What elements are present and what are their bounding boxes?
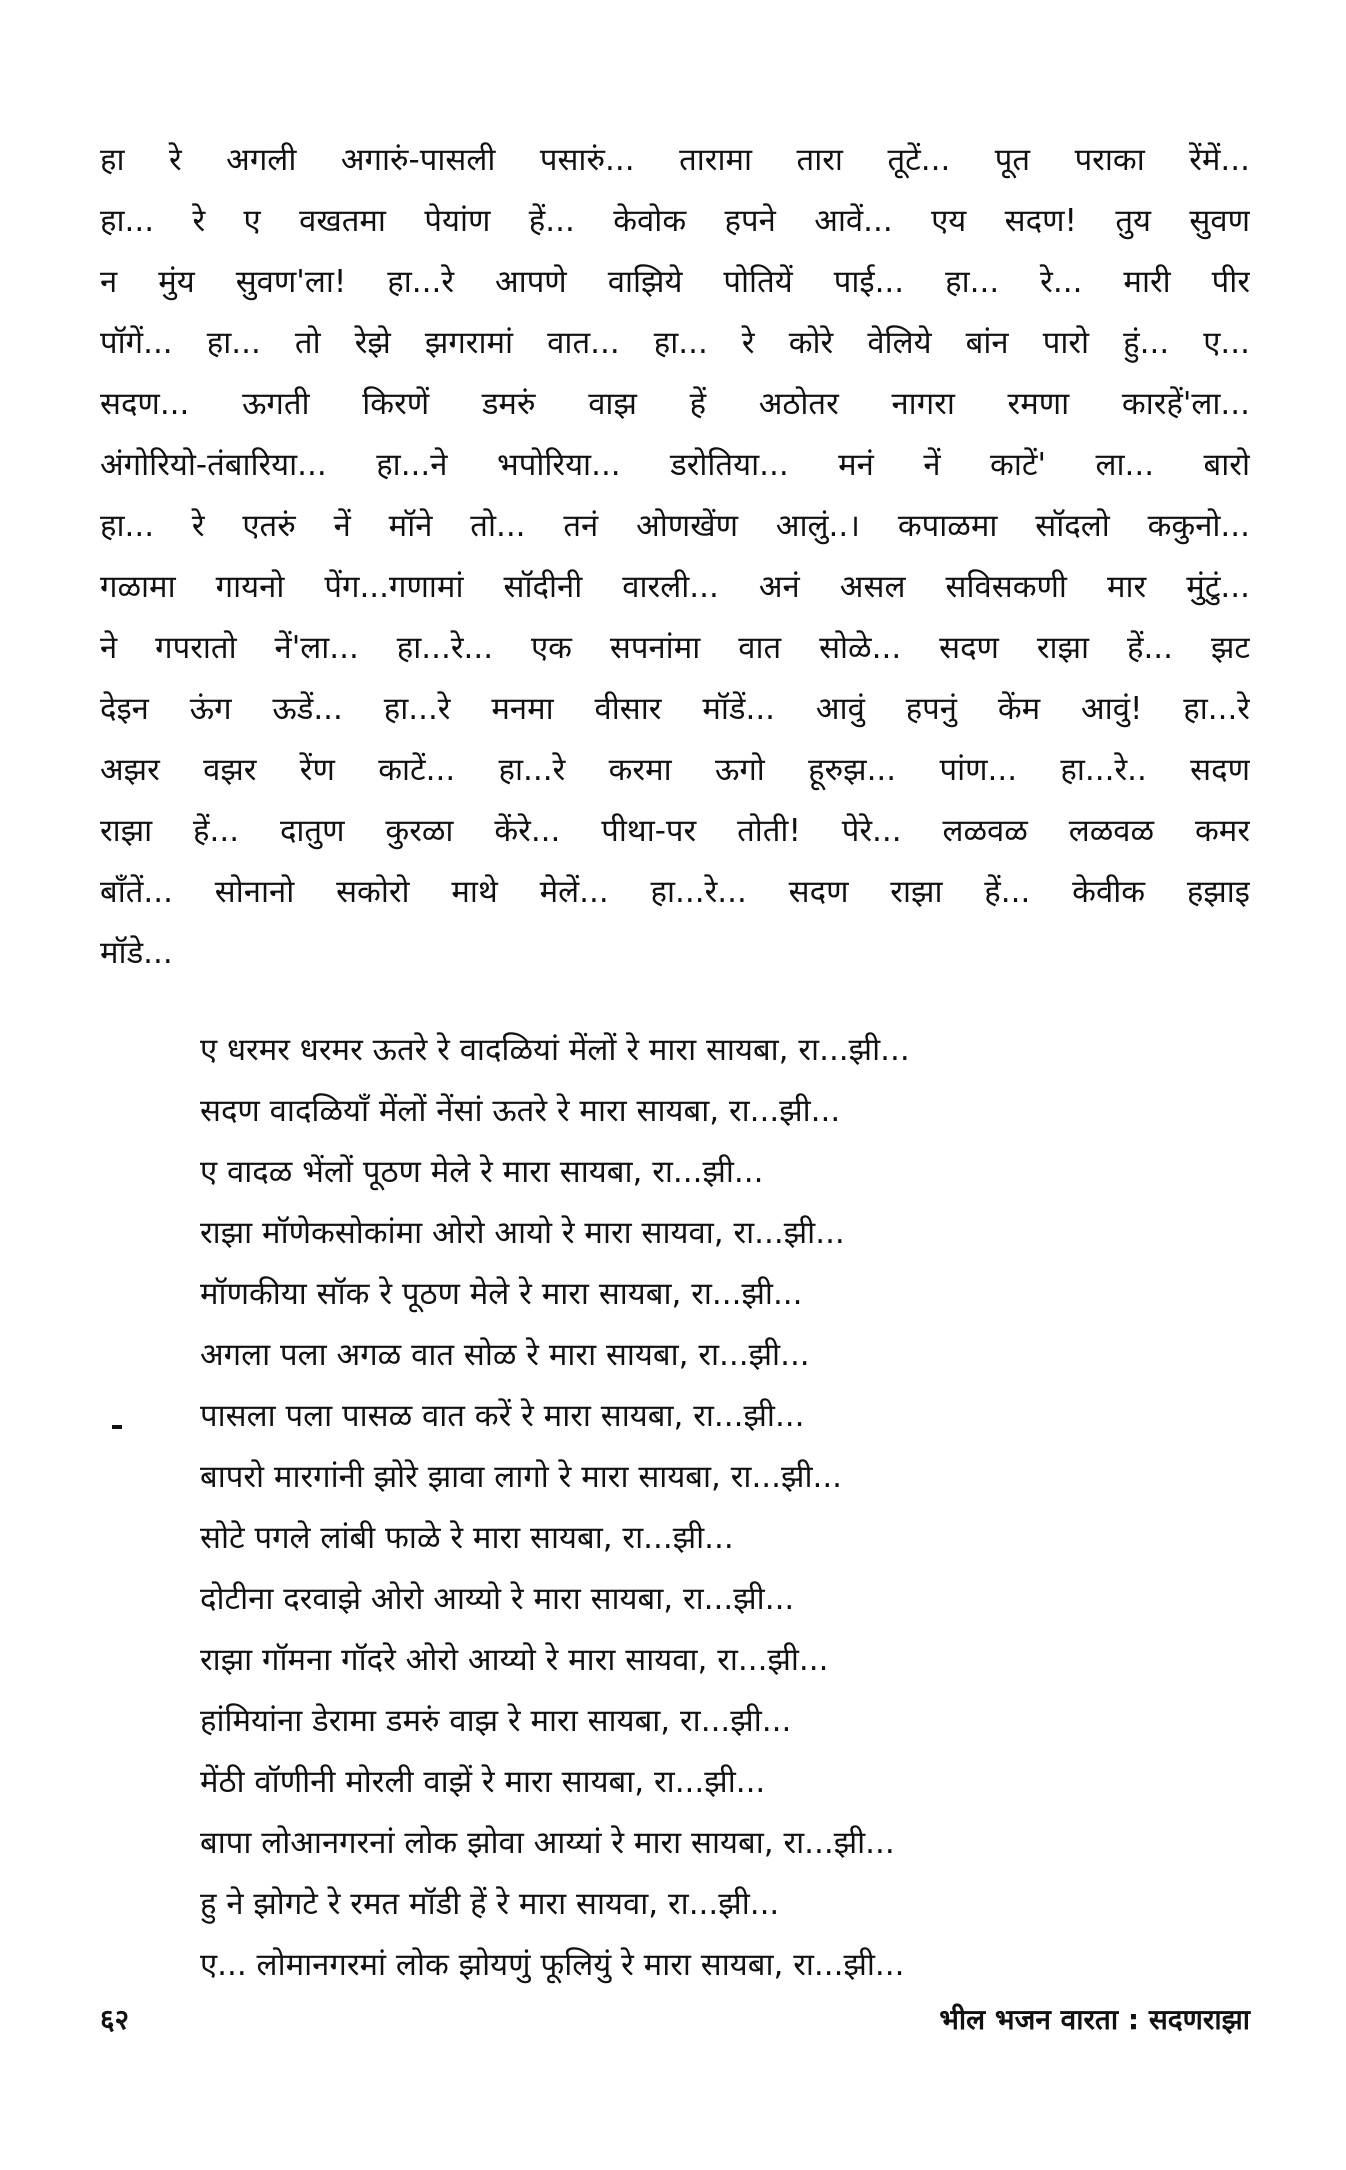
song-verse — [200, 1020, 1260, 1996]
page-number: ६२ — [100, 2003, 130, 2036]
verse-line: दोटीना दरवाझे ओरो आय्यो रे मारा सायबा, रा...झी... — [200, 1581, 795, 1617]
prose-line: देइन ऊंग ऊडें... हा...रे मनमा वीसार मॉडें... आवुं हपनुं केंम आवुं! हा...रे — [100, 691, 1250, 727]
running-title: भील भजन वारता : सदणराझा — [939, 2003, 1250, 2036]
verse-line: राझा गॉमना गॉदरे ओरो आय्यो रे मारा सायवा, रा...झी... — [200, 1642, 829, 1678]
prose-line: सदण... ऊगती किरणें डमरुं वाझ हें अठोतर नागरा रमणा कारहें'ला... — [100, 386, 1250, 422]
prose-line: राझा हें... दातुण कुरळा केंरे... पीथा-पर तोती! पेरे... लळवळ लळवळ कमर — [100, 813, 1250, 849]
prose-line: मॉडे... — [100, 935, 173, 971]
margin-mark — [112, 1425, 122, 1429]
verse-line: राझा मॉणेकसोकांमा ओरो आयो रे मारा सायवा, रा...झी... — [200, 1215, 845, 1251]
prose-line: हा... रे एतरुं नें मॉने तो... तनं ओणखेंण आलुं..। कपाळमा सॉदलो ककुनो... — [100, 508, 1250, 544]
verse-line: सोटे पगले लांबी फाळे रे मारा सायबा, रा...झी... — [200, 1520, 734, 1556]
prose-line: न मुंय सुवण'ला! हा...रे आपणे वाझिये पोतियें पाई... हा... रे... मारी पीर — [100, 264, 1250, 300]
prose-line: हा... रे ए वखतमा पेयांण हें... केवोक हपने आवें... एय सदण! तुय सुवण — [100, 203, 1250, 239]
verse-line: ए धरमर धरमर ऊतरे रे वादळियां मेंलों रे मारा सायबा, रा...झी... — [200, 1032, 910, 1068]
verse-line: मेंठी वॉणीनी मोरली वाझें रे मारा सायबा, रा...झी... — [200, 1764, 766, 1800]
verse-line: बापा लोआनगरनां लोक झोवा आय्यां रे मारा सायबा, रा...झी... — [200, 1825, 895, 1861]
verse-line: अगला पला अगळ वात सोळ रे मारा सायबा, रा...झी... — [200, 1337, 810, 1373]
prose-line: बाँतें... सोनानो सकोरो माथे मेलें... हा...रे... सदण राझा हें... केवीक हझाइ — [100, 874, 1250, 910]
prose-line: अंगोरियो-तंबारिया... हा...ने भपोरिया... डरोतिया... मनं नें काटें' ला... बारो — [100, 447, 1250, 483]
prose-line: गळामा गायनो पेंग...गणामां सॉदीनी वारली... अनं असल सविसकणी मार मुंटुं... — [100, 569, 1250, 605]
prose-paragraph — [100, 130, 1250, 984]
verse-line: ए... लोमानगरमां लोक झोयणुं फूलियुं रे मारा सायबा, रा...झी... — [200, 1947, 905, 1983]
verse-line: बापरो मारगांनी झोरे झावा लागो रे मारा सायबा, रा...झी... — [200, 1459, 843, 1495]
verse-line: हु ने झोगटे रे रमत मॉडी हें रे मारा सायवा, रा...झी... — [200, 1886, 780, 1922]
verse-line: सदण वादळियाँ मेंलों नेंसां ऊतरे रे मारा सायबा, रा...झी... — [200, 1093, 841, 1129]
verse-line: हांमियांना डेरामा डमरुं वाझ रे मारा सायबा, रा...झी... — [200, 1703, 792, 1739]
verse-line: मॉणकीया सॉक रे पूठण मेले रे मारा सायबा, रा...झी... — [200, 1276, 803, 1312]
prose-line: पॉगें... हा... तो रेझे झगरामां वात... हा... रे कोरे वेलिये बांन पारो हुं... ए... — [100, 325, 1250, 361]
prose-line: ने गपरातो नें'ला... हा...रे... एक सपनांमा वात सोळे... सदण राझा हें... झट — [100, 630, 1250, 666]
prose-line: अझर वझर रेंण काटें... हा...रे करमा ऊगो हूरुझ... पांण... हा...रे.. सदण — [100, 752, 1250, 788]
verse-line: पासला पला पासळ वात करें रे मारा सायबा, रा...झी... — [200, 1398, 805, 1434]
verse-line: ए वादळ भेंलों पूठण मेले रे मारा सायबा, रा...झी... — [200, 1154, 764, 1190]
page-footer — [100, 2000, 1250, 2044]
prose-line: हा रे अगली अगारुं-पासली पसारुं... तारामा तारा तूटें... पूत पराका रेंमें... — [100, 142, 1250, 178]
